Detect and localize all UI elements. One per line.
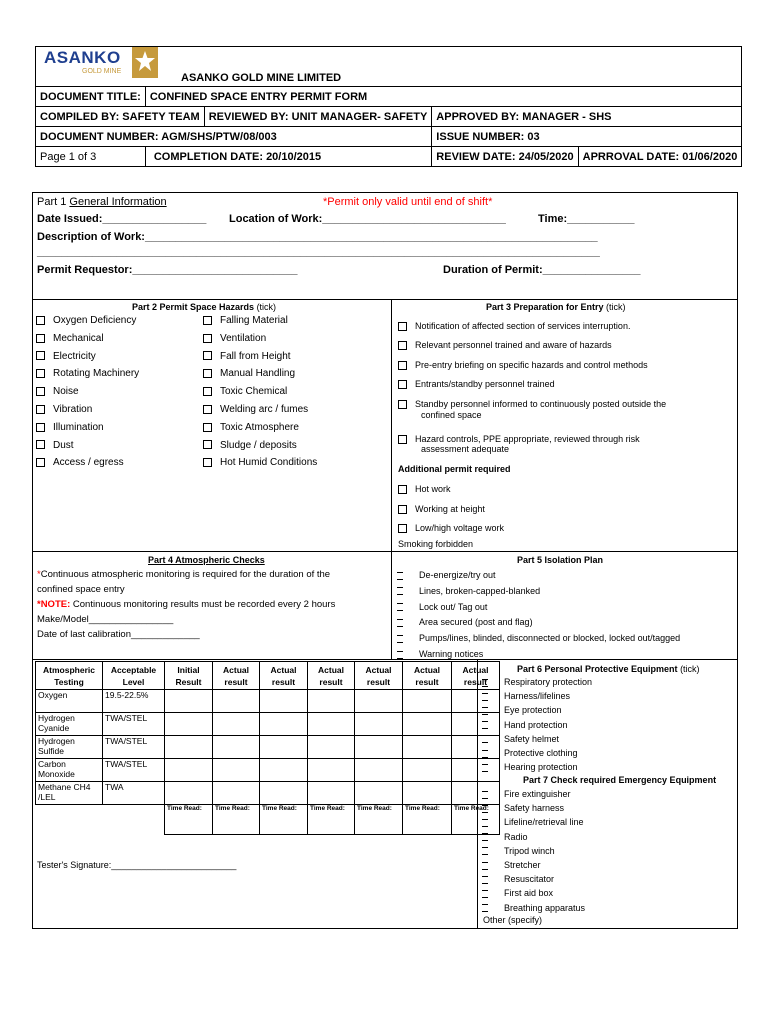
tester-signature-field[interactable]: Tester's Signature:_________________________ (37, 860, 237, 870)
gas-name: Oxygen (36, 690, 103, 713)
checkbox[interactable] (482, 707, 488, 715)
preparation-item-label: Hazard controls, PPE appropriate, reviewed through risk (415, 434, 640, 444)
permit-requestor-field[interactable]: Permit Requestor:___________________________ (37, 264, 298, 276)
table-row (36, 690, 500, 713)
result-cell[interactable] (165, 759, 213, 782)
atm-header-cell: Actual result (452, 662, 500, 690)
isolation-item-label: Lock out/ Tag out (419, 601, 488, 612)
checkbox[interactable] (36, 423, 45, 432)
hazard-item-label: Vibration (53, 404, 93, 415)
atm-header-cell: Acceptable Level (103, 662, 165, 690)
acceptable-level: TWA/STEL (103, 759, 165, 782)
checkbox[interactable] (482, 750, 488, 758)
hazard-item (36, 333, 104, 344)
gas-name: Carbon Monoxide (36, 759, 103, 782)
result-cell[interactable] (308, 759, 355, 782)
preparation-item-label: Relevant personnel trained and aware of hazards (415, 340, 612, 350)
result-cell[interactable] (308, 736, 355, 759)
part3-title-text: Part 3 Preparation for Entry (486, 302, 604, 312)
checkbox[interactable] (36, 458, 45, 467)
checkbox[interactable] (36, 334, 45, 343)
isolation-item-label: Pumps/lines, blinded, disconnected or blocked, locked out/tagged (419, 633, 681, 644)
checkbox[interactable] (397, 587, 403, 595)
time-read-row (36, 805, 500, 835)
part4-title: Part 4 Atmospheric Checks (148, 555, 265, 565)
preparation-item-label: Pre-entry briefing on specific hazards and control methods (415, 360, 648, 370)
preparation-item (398, 360, 648, 370)
checkbox[interactable] (397, 572, 403, 580)
emergency-item (482, 860, 541, 870)
checkbox[interactable] (203, 405, 212, 414)
checkbox[interactable] (482, 819, 488, 827)
checkbox[interactable] (36, 405, 45, 414)
checkbox[interactable] (398, 524, 407, 533)
ppe-item (482, 705, 562, 715)
part6-title (517, 664, 700, 674)
result-cell[interactable] (165, 782, 213, 805)
table-row (36, 782, 500, 805)
hazard-item-label: Ventilation (220, 332, 267, 344)
emergency-item-label: Tripod winch (504, 845, 555, 856)
isolation-item (397, 586, 540, 596)
hazard-item-label: Oxygen Deficiency (53, 315, 137, 326)
ppe-item (482, 748, 578, 758)
header-table (35, 46, 742, 167)
checkbox[interactable] (397, 603, 403, 611)
hazard-item-label: Rotating Machinery (53, 368, 140, 380)
checkbox[interactable] (482, 890, 488, 898)
emergency-item-label: Fire extinguisher (504, 789, 571, 799)
atm-header-cell: Actual result (403, 662, 452, 690)
time-field[interactable]: Time:___________ (538, 213, 635, 225)
emergency-item (482, 789, 571, 799)
ppe-item-label: Protective clothing (504, 748, 578, 758)
additional-permit-item (398, 523, 504, 533)
checkbox[interactable] (203, 387, 212, 396)
empty-cell (103, 805, 165, 835)
checkbox[interactable] (482, 847, 488, 855)
acceptable-level: TWA/STEL (103, 713, 165, 736)
result-cell[interactable] (355, 713, 403, 736)
document-number: DOCUMENT NUMBER: AGM/SHS/PTW/08/003 (36, 127, 432, 147)
result-cell[interactable] (308, 690, 355, 713)
emergency-item-label: Safety harness (504, 803, 565, 814)
checkbox[interactable] (36, 387, 45, 396)
part2-title-text: Part 2 Permit Space Hazards (132, 302, 255, 312)
result-cell[interactable] (403, 713, 452, 736)
approval-date: APRROVAL DATE: 01/06/2020 (578, 147, 742, 167)
result-cell[interactable] (165, 713, 213, 736)
completion-date: COMPLETION DATE: 20/10/2015 (145, 147, 431, 167)
gas-name: Hydrogen Sulfide (36, 736, 103, 759)
hazard-item (36, 457, 124, 468)
hazard-item (203, 404, 308, 415)
date-issued-field[interactable]: Date Issued:_________________ (37, 213, 207, 225)
checkbox[interactable] (398, 380, 407, 389)
isolation-item-label: Warning notices (419, 649, 484, 659)
result-cell[interactable] (260, 782, 308, 805)
ppe-item (482, 762, 578, 772)
result-cell[interactable] (355, 736, 403, 759)
ppe-item-label: Harness/lifelines (504, 691, 571, 702)
page-number: Page 1 of 3 (36, 147, 146, 167)
part3-title (486, 302, 626, 312)
emergency-item-label: Breathing apparatus (504, 902, 586, 913)
checkbox[interactable] (203, 369, 212, 378)
checkbox[interactable] (203, 440, 212, 449)
table-row (36, 736, 500, 759)
part6-title-text: Part 6 Personal Protective Equipment (517, 664, 678, 674)
hazard-item (203, 351, 291, 362)
isolation-item (397, 617, 533, 627)
make-model-field[interactable]: Make/Model________________ (37, 614, 174, 625)
compiled-by: COMPILED BY: SAFETY TEAM (36, 107, 204, 126)
emergency-item (482, 803, 564, 813)
checkbox[interactable] (398, 505, 407, 514)
time-read-cell[interactable]: Time Read: (260, 805, 308, 835)
ppe-item-label: Hand protection (504, 719, 568, 730)
ppe-item-label: Hearing protection (504, 762, 578, 773)
preparation-item (398, 434, 640, 444)
checkbox[interactable] (482, 764, 488, 772)
result-cell[interactable] (213, 759, 260, 782)
hazard-item (203, 315, 288, 326)
checkbox[interactable] (482, 805, 488, 813)
duration-field[interactable]: Duration of Permit:________________ (443, 264, 641, 276)
checkbox[interactable] (203, 423, 212, 432)
atm-header-cell: Initial Result (165, 662, 213, 690)
review-date: REVIEW DATE: 24/05/2020 (432, 147, 578, 167)
hazard-item (36, 440, 74, 451)
hazard-item-label: Toxic Atmosphere (220, 421, 299, 433)
additional-permit-title: Additional permit required (398, 464, 511, 474)
isolation-item (397, 649, 483, 659)
result-cell[interactable] (260, 759, 308, 782)
result-cell[interactable] (355, 690, 403, 713)
atm-header-cell: Actual result (355, 662, 403, 690)
result-cell[interactable] (213, 713, 260, 736)
preparation-item (398, 340, 612, 350)
time-read-cell[interactable]: Time Read: (355, 805, 403, 835)
hazard-item (203, 368, 295, 379)
result-cell[interactable] (213, 782, 260, 805)
acceptable-level: TWA (103, 782, 165, 805)
issue-number: ISSUE NUMBER: 03 (432, 127, 742, 147)
part4-note2-text: Continuous monitoring results must be recorded every 2 hours (70, 599, 336, 610)
part4-note1-star: * (37, 569, 41, 580)
result-cell[interactable] (403, 690, 452, 713)
checkbox[interactable] (482, 876, 488, 884)
gas-name: Hydrogen Cyanide (36, 713, 103, 736)
checkbox[interactable] (203, 351, 212, 360)
hazard-item-label: Electricity (53, 350, 96, 362)
checkbox[interactable] (36, 351, 45, 360)
checkbox[interactable] (482, 791, 488, 799)
time-read-cell[interactable]: Time Read: (213, 805, 260, 835)
additional-permit-item-label: Hot work (415, 484, 451, 494)
hazard-item (203, 386, 287, 397)
result-cell[interactable] (355, 782, 403, 805)
atm-header-cell: Actual result (213, 662, 260, 690)
hazard-item-label: Access / egress (53, 457, 124, 469)
preparation-item-label: Standby personnel informed to continuously posted outside the (415, 399, 667, 409)
doc-title: CONFINED SPACE ENTRY PERMIT FORM (145, 87, 742, 107)
part4-note2 (37, 599, 335, 610)
logo-brand: ASANKO (44, 48, 121, 67)
emergency-item (482, 846, 555, 856)
emergency-item-label: Resuscitator (504, 874, 555, 885)
hazard-item (203, 457, 317, 468)
hazard-item (36, 386, 79, 397)
gas-name: Methane CH4 /LEL (36, 782, 103, 805)
checkbox[interactable] (398, 361, 407, 370)
ppe-item (482, 677, 592, 687)
hazard-item (36, 404, 92, 415)
location-field[interactable]: Location of Work:______________________________ (229, 213, 506, 225)
ppe-item (482, 720, 568, 730)
checkbox[interactable] (203, 458, 212, 467)
emergency-item-label: First aid box (504, 888, 554, 899)
preparation-item (398, 321, 630, 331)
ppe-item (482, 691, 570, 701)
hazard-item (36, 351, 96, 362)
calibration-date-field[interactable]: Date of last calibration_____________ (37, 629, 200, 640)
preparation-item (398, 399, 666, 409)
checkbox[interactable] (397, 619, 403, 627)
atm-header-cell: Actual result (308, 662, 355, 690)
doc-title-label: DOCUMENT TITLE: (36, 87, 146, 107)
acceptable-level: 19.5-22.5% (103, 690, 165, 713)
result-cell[interactable] (165, 690, 213, 713)
additional-permit-item (398, 484, 451, 494)
time-read-cell[interactable]: Time Read: (165, 805, 213, 835)
hazard-item (36, 368, 139, 379)
other-specify: Other (specify) (483, 915, 543, 925)
description-field[interactable]: Description of Work:__________________________________________________________________________ (37, 231, 598, 243)
checkbox[interactable] (482, 862, 488, 870)
result-cell[interactable] (403, 759, 452, 782)
permit-validity: *Permit only valid until end of shift* (323, 196, 493, 208)
checkbox[interactable] (36, 316, 45, 325)
hazard-item-label: Toxic Chemical (220, 386, 288, 398)
result-cell[interactable] (260, 713, 308, 736)
hazard-item-label: Hot Humid Conditions (220, 457, 318, 469)
isolation-item (397, 633, 680, 643)
description-field-line2[interactable]: ____________________________________________________________________________________________ (37, 246, 600, 258)
result-cell[interactable] (260, 736, 308, 759)
part5-title: Part 5 Isolation Plan (517, 555, 604, 565)
emergency-item (482, 832, 528, 842)
isolation-item (397, 570, 496, 580)
time-read-cell[interactable]: Time Read: (452, 805, 500, 835)
part7-title: Part 7 Check required Emergency Equipment (523, 775, 717, 785)
hazard-item (36, 315, 136, 326)
checkbox[interactable] (36, 440, 45, 449)
logo-sub: GOLD MINE (82, 68, 122, 75)
company-name: ASANKO GOLD MINE LIMITED (181, 72, 342, 84)
hazard-item (203, 440, 297, 451)
hazard-item-label: Dust (53, 439, 74, 451)
atmospheric-table (35, 661, 500, 835)
checkbox[interactable] (203, 334, 212, 343)
part6-tick: (tick) (677, 664, 700, 674)
hazard-item-label: Falling Material (220, 315, 288, 326)
time-read-cell[interactable]: Time Read: (308, 805, 355, 835)
additional-permit-item-label: Working at height (415, 504, 485, 514)
part3-tick: (tick) (603, 302, 626, 312)
result-cell[interactable] (260, 690, 308, 713)
emergency-item (482, 817, 584, 827)
approved-by: APPROVED BY: MANAGER - SHS (432, 107, 742, 127)
result-cell[interactable] (403, 782, 452, 805)
ppe-item (482, 734, 559, 744)
smoking-forbidden: Smoking forbidden (398, 539, 474, 549)
atm-header-cell: Actual result (260, 662, 308, 690)
result-cell[interactable] (213, 690, 260, 713)
part4-note2-star: *NOTE: (37, 599, 71, 610)
part2-3-section (32, 299, 738, 552)
isolation-item-label: De-energize/try out (419, 570, 496, 580)
part4-note1-continued: confined space entry (37, 584, 125, 595)
part1-prefix: Part 1 (37, 196, 70, 208)
part1-title-text: General Information (69, 196, 167, 208)
isolation-item-label: Area secured (post and flag) (419, 617, 533, 628)
result-cell[interactable] (403, 736, 452, 759)
checkbox[interactable] (482, 679, 488, 687)
checkbox[interactable] (36, 369, 45, 378)
hazard-item (36, 422, 104, 433)
hazard-item-label: Welding arc / fumes (220, 404, 309, 415)
table-row (36, 759, 500, 782)
part2-title (132, 302, 276, 312)
checkbox[interactable] (397, 651, 403, 659)
ppe-item-label: Eye protection (504, 705, 562, 716)
checkbox[interactable] (398, 341, 407, 350)
result-cell[interactable] (213, 736, 260, 759)
checkbox[interactable] (398, 485, 407, 494)
emergency-item-label: Stretcher (504, 860, 541, 870)
hazard-item-label: Mechanical (53, 332, 104, 344)
checkbox[interactable] (482, 735, 488, 743)
emergency-item-label: Radio (504, 831, 528, 842)
checkbox[interactable] (398, 322, 407, 331)
ppe-item-label: Respiratory protection (504, 677, 593, 687)
part4-note1 (37, 569, 330, 580)
empty-cell (36, 805, 103, 835)
checkbox[interactable] (203, 316, 212, 325)
acceptable-level: TWA/STEL (103, 736, 165, 759)
emergency-item (482, 903, 585, 913)
part2-tick: (tick) (254, 302, 277, 312)
hazard-item (203, 333, 266, 344)
preparation-item (398, 379, 555, 389)
preparation-item-label: Entrants/standby personnel trained (415, 379, 555, 389)
checkbox[interactable] (482, 693, 488, 701)
hazard-item-label: Illumination (53, 421, 104, 433)
emergency-item (482, 888, 553, 898)
result-cell[interactable] (355, 759, 403, 782)
checkbox[interactable] (398, 400, 407, 409)
hazard-item (203, 422, 299, 433)
checkbox[interactable] (482, 904, 488, 912)
reviewed-by: REVIEWED BY: UNIT MANAGER- SAFETY (208, 110, 428, 123)
checkbox[interactable] (482, 721, 488, 729)
result-cell[interactable] (308, 713, 355, 736)
time-read-cell[interactable]: Time Read: (403, 805, 452, 835)
part1-title (37, 196, 167, 208)
hazard-item-label: Fall from Height (220, 350, 291, 362)
checkbox[interactable] (397, 635, 403, 643)
additional-permit-item-label: Low/high voltage work (415, 523, 505, 533)
isolation-item (397, 602, 487, 612)
emergency-item-label: Lifeline/retrieval line (504, 817, 584, 828)
emergency-item (482, 874, 554, 884)
hazard-item-label: Manual Handling (220, 368, 296, 380)
checkbox[interactable] (482, 833, 488, 841)
result-cell[interactable] (165, 736, 213, 759)
preparation-item-label: Notification of affected section of services interruption. (415, 321, 631, 331)
table-row (36, 713, 500, 736)
isolation-item-label: Lines, broken-capped-blanked (419, 585, 541, 596)
checkbox[interactable] (398, 435, 407, 444)
part4-note1-text: Continuous atmospheric monitoring is required for the duration of the (40, 569, 331, 580)
ppe-item-label: Safety helmet (504, 733, 560, 744)
additional-permit-item (398, 504, 485, 514)
part3-item6-continued: assessment adequate (421, 444, 510, 454)
hazard-item-label: Noise (53, 386, 79, 398)
part3-item5-continued: confined space (421, 410, 482, 420)
atm-header-cell: Atmospheric Testing (36, 662, 103, 690)
result-cell[interactable] (308, 782, 355, 805)
hazard-item-label: Sludge / deposits (220, 439, 297, 451)
